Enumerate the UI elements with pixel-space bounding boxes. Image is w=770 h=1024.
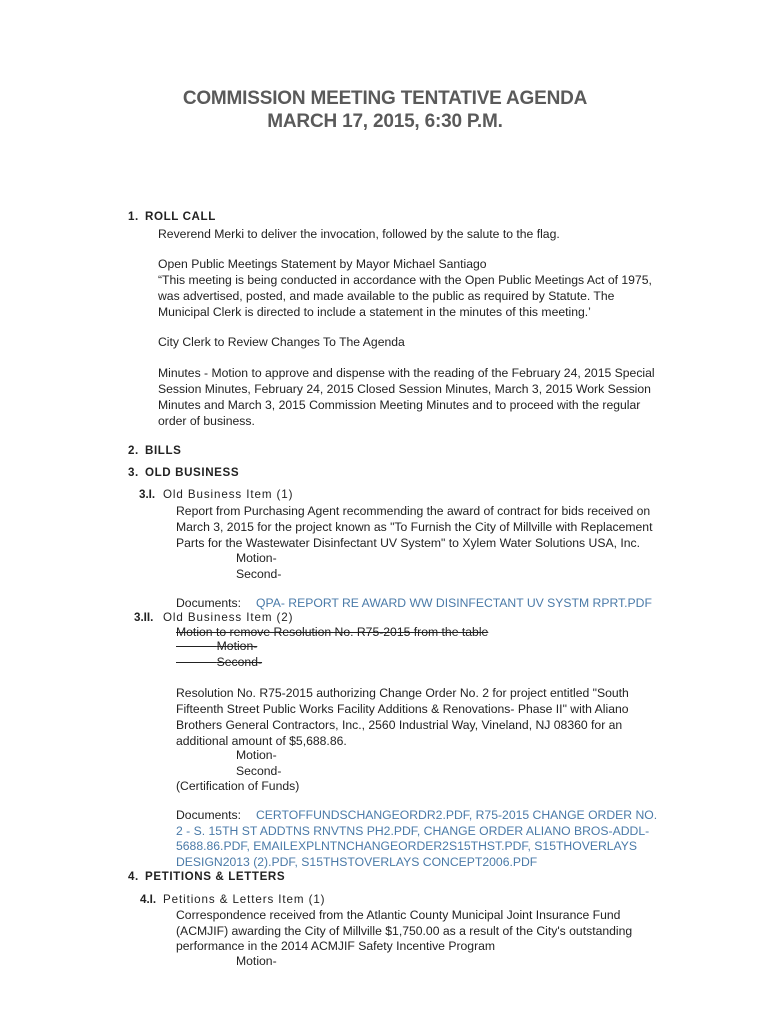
item-4-1-line-3: performance in the 2014 ACMJIF Safety Incentive Program	[176, 939, 496, 953]
item-3-2-line-4: additional amount of $5,688.86.	[176, 734, 347, 748]
section-3-title: OLD BUSINESS	[145, 466, 240, 479]
item-4-1-title: Petitions & Letters Item (1)	[163, 893, 326, 906]
item-3-2-struck-motion-line	[176, 638, 257, 654]
item-3-2-line-1: Resolution No. R75-2015 authorizing Change Order No. 2 for project entitled "South	[176, 686, 629, 700]
item-3-2-struck-second-line	[176, 654, 262, 670]
item-3-2-line-3: Brothers General Contractors, Inc., 2560 Industrial Way, Vineland, NJ 08360 for an	[176, 718, 623, 732]
opma-line-1: “This meeting is being conducted in accordance with the Open Public Meetings Act of 1975,	[158, 273, 652, 287]
item-3-2-motion: Motion-	[236, 748, 277, 762]
item-3-2-document-link-1[interactable]: CERTOFFUNDSCHANGEORDR2.PDF, R75-2015 CHANGE ORDER NO.	[256, 808, 658, 822]
item-3-2-number: 3.II.	[134, 611, 154, 624]
item-3-2-title: Old Business Item (2)	[163, 611, 294, 624]
item-3-2-documents-label: Documents:	[176, 808, 242, 822]
agenda-date: MARCH 17, 2015, 6:30 P.M.	[267, 111, 503, 132]
item-3-2-struck-second: Second-	[216, 655, 263, 669]
item-3-2-document-link-4[interactable]: DESIGN2013 (2).PDF, S15THSTOVERLAYS CONCEPT2006.PDF	[176, 855, 538, 869]
item-3-1-second: Second-	[236, 567, 282, 581]
item-4-1-line-2: (ACMJIF) awarding the City of Millville $1,750.00 as a result of the City's outstanding	[176, 924, 633, 938]
opma-heading: Open Public Meetings Statement by Mayor Michael Santiago	[158, 257, 487, 271]
item-3-1-document-link[interactable]: QPA- REPORT RE AWARD WW DISINFECTANT UV SYSTM RPRT.PDF	[256, 596, 652, 610]
section-1-title: ROLL CALL	[145, 210, 216, 223]
section-2-title: BILLS	[145, 444, 182, 457]
item-4-1-number: 4.I.	[140, 893, 157, 906]
opma-line-3: Municipal Clerk is directed to include a statement in the minutes of this meeting.’	[158, 305, 591, 319]
item-3-1-line-3: Parts for the Wastewater Disinfectant UV System" to Xylem Water Solutions USA, Inc.	[176, 536, 640, 550]
agenda-title: COMMISSION MEETING TENTATIVE AGENDA	[182, 88, 588, 109]
item-3-2-struck-motion-text: Motion to remove Resolution No. R75-2015 from the table	[176, 625, 489, 639]
opma-line-2: was advertised, posted, and made available to the public as required by Statute. The	[158, 289, 615, 303]
item-3-1-line-2: March 3, 2015 for the project known as "To Furnish the City of Millville with Replacement	[176, 520, 653, 534]
clerk-review-text: City Clerk to Review Changes To The Agenda	[158, 335, 405, 349]
item-3-2-document-link-2[interactable]: 2 - S. 15TH ST ADDTNS RNVTNS PH2.PDF, CHANGE ORDER ALIANO BROS-ADDL-	[176, 824, 650, 838]
minutes-line-1: Minutes - Motion to approve and dispense with the reading of the February 24, 2015 Special	[158, 366, 655, 380]
invocation-text: Reverend Merki to deliver the invocation, followed by the salute to the flag.	[158, 227, 560, 241]
item-3-1-title: Old Business Item (1)	[163, 488, 294, 501]
item-3-1-number: 3.I.	[139, 488, 156, 501]
item-3-2-document-link-3[interactable]: 5688.86.PDF, EMAILEXPLNTNCHANGEORDER2S15THST.PDF, S15THOVERLAYS	[176, 839, 638, 853]
section-4-number: 4.	[128, 870, 139, 883]
minutes-line-3: Minutes and March 3, 2015 Commission Meeting Minutes and to proceed with the regular	[158, 398, 641, 412]
section-1-number: 1.	[128, 210, 139, 223]
section-4-title: PETITIONS & LETTERS	[145, 870, 286, 883]
section-2-number: 2.	[128, 444, 139, 457]
item-3-1-motion: Motion-	[236, 551, 277, 565]
item-3-2-certification: (Certification of Funds)	[176, 779, 300, 793]
item-4-1-motion: Motion-	[236, 954, 277, 968]
minutes-line-4: order of business.	[158, 414, 255, 428]
item-3-2-line-2: Fifteenth Street Public Works Facility Additions & Renovations- Phase II" with Aliano	[176, 702, 629, 716]
item-3-2-second: Second-	[236, 764, 282, 778]
item-3-2-struck-motion: Motion-	[216, 639, 258, 653]
item-3-1-line-1: Report from Purchasing Agent recommending the award of contract for bids received on	[176, 504, 651, 518]
item-4-1-line-1: Correspondence received from the Atlantic County Municipal Joint Insurance Fund	[176, 908, 621, 922]
section-3-number: 3.	[128, 466, 139, 479]
minutes-line-2: Session Minutes, February 24, 2015 Closed Session Minutes, March 3, 2015 Work Session	[158, 382, 651, 396]
item-3-1-documents-label: Documents:	[176, 596, 242, 610]
